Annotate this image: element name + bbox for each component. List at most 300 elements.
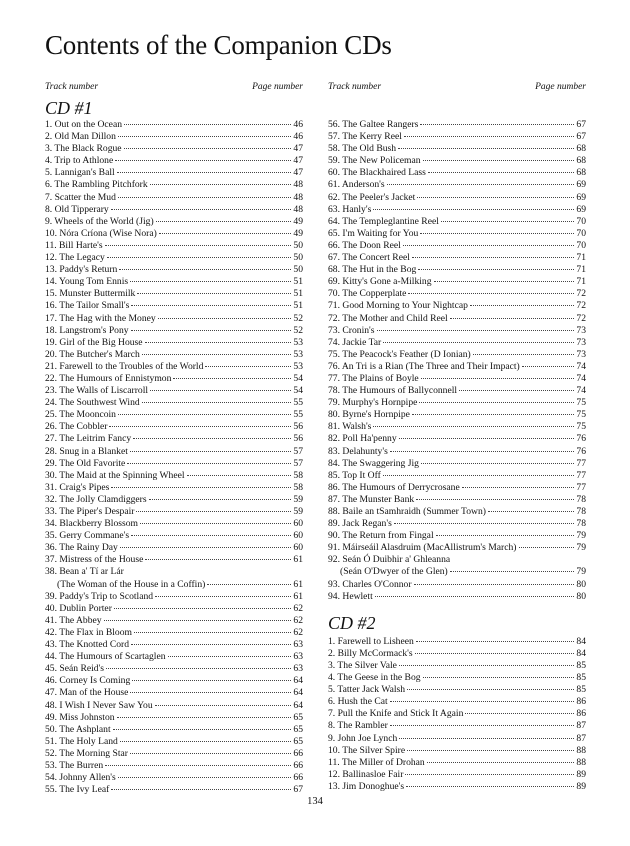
track-page-number: 76 [576,433,586,445]
track-title: 52. The Morning Star [45,747,128,759]
track-page-number: 87 [576,720,586,732]
track-entry [45,591,303,603]
track-page-number: 67 [576,131,586,143]
track-page-number: 69 [576,179,586,191]
track-title: 76. An Tri is a Rian (The Three and Their Impact) [328,360,520,372]
dot-leader [399,665,574,666]
track-page-number: 47 [293,143,303,155]
track-entry [45,687,303,699]
track-page-number: 67 [293,784,303,796]
track-title: 54. Johnny Allen's [45,772,116,784]
track-title: 60. The Blackhaired Lass [328,167,426,179]
track-title: 91. Máirseáil Alasdruim (MacAllistrum's March) [328,542,517,554]
dot-leader [118,777,292,778]
track-entry [328,660,586,672]
track-title: 83. Delahunty's [328,445,388,457]
track-page-number: 57 [293,445,303,457]
track-entry [328,349,586,361]
dot-leader [405,774,574,775]
track-page-number: 48 [293,179,303,191]
dot-leader [383,342,574,343]
track-page-number: 89 [576,780,586,792]
track-page-number: 59 [293,493,303,505]
track-title: 10. Nóra Críona (Wise Nora) [45,227,157,239]
track-page-number: 59 [293,506,303,517]
dot-leader [398,148,574,149]
track-entry [45,337,303,349]
track-page-number: 58 [293,481,303,493]
track-entry [45,446,303,458]
track-page-number: 79 [576,530,586,542]
track-page-number: 71 [576,252,586,264]
track-title: 66. The Doon Reel [328,239,401,251]
track-title: 26. The Cobbler [45,421,108,433]
track-title: 19. Girl of the Big House [45,336,143,348]
track-page-number: 74 [576,372,586,384]
track-entry [328,720,586,732]
track-page-number: 68 [576,143,586,155]
track-page-number: 55 [293,397,303,409]
track-title: 39. Paddy's Trip to Scotland [45,590,154,602]
track-entry [45,627,303,639]
track-page-number: 68 [576,167,586,179]
track-title: 44. The Humours of Scartaglen [45,651,166,663]
dot-leader [131,644,291,645]
dot-leader [415,653,575,654]
dot-leader [131,535,291,536]
track-title: 94. Hewlett [328,590,373,602]
track-entry [45,240,303,252]
dot-leader [117,172,292,173]
dot-leader [155,596,291,597]
dot-leader [408,293,574,294]
dot-leader [419,402,574,403]
track-page-number: 52 [293,312,303,324]
dot-leader [131,305,291,306]
track-title: 38. Bean a' Tí ar Lár [45,566,124,578]
track-title: 78. The Humours of Ballyconnell [328,385,458,397]
dot-leader [412,414,574,415]
track-page-number: 86 [576,708,586,720]
track-title: 92. Seán Ó Duibhir a' Ghleanna [328,554,451,566]
dot-leader [136,511,291,512]
track-entry [45,276,303,288]
dot-leader [115,160,291,161]
dot-leader [470,305,574,306]
cd1-heading: CD #1 [45,98,93,118]
track-title: 70. The Copperplate [328,288,407,300]
track-title: 2. Old Man Dillon [45,131,116,143]
track-entry [45,361,303,373]
track-page-number: 56 [293,421,303,433]
track-title: 75. The Peacock's Feather (D Ionian) [328,348,471,360]
track-entry [45,167,303,179]
track-entry [328,167,586,179]
dot-leader [418,269,574,270]
dot-leader [450,318,575,319]
track-title: 12. Ballinasloe Fair [328,768,404,780]
track-page-number: 70 [576,239,586,251]
dot-leader [118,136,292,137]
track-page-number: 54 [293,372,303,384]
track-entry [45,325,303,337]
track-entry [328,179,586,191]
track-page-number: 73 [576,348,586,360]
track-page-number: 55 [293,409,303,421]
track-entry [328,769,586,781]
dot-leader [142,354,292,355]
dot-leader [407,750,574,751]
track-page-number: 71 [576,276,586,288]
track-page-number: 70 [576,215,586,227]
track-page-number: 51 [293,300,303,312]
track-title: 89. Jack Regan's [328,518,392,530]
track-page-number: 61 [293,554,303,566]
track-page-number: 66 [293,747,303,759]
track-title: 5. Tatter Jack Walsh [328,684,406,696]
track-title: 2. Billy McCormack's [328,647,413,659]
track-title: 50. The Ashplant [45,723,111,735]
track-title: (The Woman of the House in a Coffin) [57,578,206,590]
track-title: 21. Farewell to the Troubles of the World [45,360,204,372]
track-page-number: 72 [576,288,586,300]
dot-leader [207,584,291,585]
track-entry [45,143,303,155]
track-title: 48. I Wish I Never Saw You [45,699,153,711]
track-page-number: 73 [576,336,586,348]
track-entry [45,216,303,228]
dot-leader [111,209,292,210]
dot-leader [120,547,292,548]
track-page-number: 54 [293,385,303,397]
track-title: 90. The Return from Fingal [328,530,434,542]
track-title: 13. Jim Donoghue's [328,780,405,792]
track-entry [328,554,586,566]
track-entry [45,252,303,264]
dot-leader [205,366,291,367]
dot-leader [406,786,574,787]
track-entry [45,192,303,204]
dot-leader [158,318,292,319]
dot-leader [113,729,292,730]
track-page-number: 56 [293,433,303,445]
track-entry [45,470,303,482]
track-title: 12. The Legacy [45,252,105,264]
track-entry [45,760,303,772]
track-entry [45,264,303,276]
track-entry [45,458,303,470]
track-entry [45,542,303,554]
track-title: 80. Byrne's Hornpipe [328,409,410,421]
track-title: 32. The Jolly Clamdiggers [45,493,147,505]
dot-leader [441,221,575,222]
track-entry [45,724,303,736]
track-number-header: Track number [45,82,99,92]
track-title: 40. Dublin Porter [45,602,112,614]
track-title: 64. The Templeglantine Reel [328,215,439,227]
dot-leader [168,656,292,657]
track-page-number: 80 [576,590,586,602]
dot-leader [142,402,292,403]
track-title: 25. The Mooncoin [45,409,116,421]
track-title: 55. The Ivy Leaf [45,784,110,796]
track-page-number: 84 [576,635,586,647]
dot-leader [109,426,291,427]
track-title: 58. The Old Bush [328,143,397,155]
track-entry [45,482,303,494]
track-title: 73. Cronin's [328,324,375,336]
track-page-number: 64 [293,687,303,699]
track-page-number: 47 [293,155,303,167]
track-title: 7. Scatter the Mud [45,191,116,203]
track-page-number: 78 [576,506,586,517]
track-title: 41. The Abbey [45,614,102,626]
track-entry [328,708,586,720]
track-page-number: 71 [576,264,586,276]
track-number-header: Track number [328,82,382,92]
dot-leader [399,438,575,439]
track-title: 20. The Butcher's March [45,348,140,360]
track-entry [45,651,303,663]
track-entry [45,204,303,216]
dot-leader [187,475,292,476]
track-title: 87. The Munster Bank [328,493,415,505]
track-title: 8. The Rambler [328,720,388,732]
track-page-number: 60 [293,518,303,530]
track-entry [45,675,303,687]
track-entry [45,288,303,300]
track-page-number: 74 [576,385,586,397]
track-entry [45,409,303,421]
track-entry [328,518,586,530]
track-page-number: 85 [576,672,586,684]
track-page-number: 50 [293,264,303,276]
dot-leader [130,281,291,282]
track-page-number: 67 [576,119,586,130]
track-title: 68. The Hut in the Bog [328,264,417,276]
dot-leader [459,390,574,391]
track-title: 43. The Knotted Cord [45,639,130,651]
dot-leader [124,148,292,149]
track-entry [328,397,586,409]
track-title: 45. Seán Reid's [45,663,105,675]
dot-leader [390,725,575,726]
track-entry [328,276,586,288]
dot-leader [465,713,574,714]
track-title: 31. Craig's Pipes [45,481,110,493]
track-entry [328,155,586,167]
track-title: 8. Old Tipperary [45,203,109,215]
dot-leader [436,535,575,536]
track-page-number: 46 [293,131,303,143]
track-title: (Seán O'Dwyer of the Glen) [340,566,448,578]
track-entry [45,712,303,724]
track-entry [45,385,303,397]
track-entry [45,579,303,591]
track-title: 1. Farewell to Lisheen [328,635,414,647]
track-entry [45,530,303,542]
track-page-number: 77 [576,469,586,481]
track-page-number: 84 [576,647,586,659]
dot-leader [156,221,292,222]
track-page-number: 53 [293,360,303,372]
contents-column-left [45,80,303,796]
track-page-number: 79 [576,542,586,554]
track-entry [328,446,586,458]
track-title: 17. The Hag with the Money [45,312,156,324]
track-title: 69. Kitty's Gone a-Milking [328,276,432,288]
track-entry [45,421,303,433]
track-title: 3. The Silver Vale [328,659,397,671]
track-entry [328,506,586,518]
dot-leader [124,124,291,125]
track-title: 14. Young Tom Ennis [45,276,129,288]
track-entry [328,458,586,470]
dot-leader [423,160,575,161]
track-entry [328,733,586,745]
track-page-number: 62 [293,626,303,638]
track-page-number: 78 [576,493,586,505]
track-title: 29. The Old Favorite [45,457,126,469]
track-page-number: 78 [576,518,586,530]
dot-leader [130,692,291,693]
track-entry [45,373,303,385]
track-entry [45,603,303,615]
track-title: 33. The Piper's Despair [45,506,135,517]
track-title: 42. The Flax in Bloom [45,626,132,638]
dot-leader [390,451,575,452]
track-page-number: 68 [576,155,586,167]
track-entry [45,663,303,675]
track-entry [328,745,586,757]
track-entry [328,781,586,793]
dot-leader [427,762,575,763]
track-title: 37. Mistress of the House [45,554,144,566]
dot-leader [416,499,574,500]
dot-leader [159,233,292,234]
track-entry [45,228,303,240]
track-page-number: 70 [576,227,586,239]
track-title: 79. Murphy's Hornpipe [328,397,418,409]
dot-leader [134,632,291,633]
dot-leader [106,668,291,669]
track-page-number: 51 [293,276,303,288]
dot-leader [118,414,291,415]
track-title: 18. Langstrom's Pony [45,324,129,336]
track-entry [328,542,586,554]
track-title: 16. The Tailor Small's [45,300,130,312]
track-title: 22. The Humours of Ennistymon [45,372,172,384]
track-title: 49. Miss Johnston [45,711,115,723]
track-title: 81. Walsh's [328,421,372,433]
track-entry [45,700,303,712]
track-title: 1. Out on the Ocean [45,119,122,130]
track-title: 84. The Swaggering Jig [328,457,419,469]
track-page-number: 72 [576,300,586,312]
track-page-number: 49 [293,215,303,227]
dot-leader [407,689,574,690]
dot-leader [414,584,575,585]
dot-leader [421,378,575,379]
dot-leader [150,390,291,391]
track-page-number: 76 [576,445,586,457]
track-entry [45,397,303,409]
track-page-number: 64 [293,675,303,687]
dot-leader [132,680,291,681]
dot-leader [387,184,575,185]
dot-leader [120,741,292,742]
track-page-number: 46 [293,119,303,130]
track-page-number: 61 [293,578,303,590]
dot-leader [130,753,291,754]
track-title: 28. Snug in a Blanket [45,445,128,457]
track-title: 34. Blackberry Blossom [45,518,138,530]
dot-leader [118,197,292,198]
track-entry [328,566,586,578]
dot-leader [373,426,574,427]
track-entry [328,648,586,660]
dot-leader [130,451,292,452]
track-title: 7. Pull the Knife and Stick It Again [328,708,464,720]
dot-leader [104,620,292,621]
dot-leader [145,559,291,560]
track-page-number: 61 [293,590,303,602]
page-number-header: Page number [252,82,303,92]
track-entry [45,349,303,361]
dot-leader [107,257,292,258]
track-entry [328,409,586,421]
track-title: 36. The Rainy Day [45,542,118,554]
track-entry [328,252,586,264]
track-page-number: 58 [293,469,303,481]
track-page-number: 72 [576,312,586,324]
track-entry [45,155,303,167]
track-entry [328,240,586,252]
track-page-number: 62 [293,602,303,614]
dot-leader [394,523,575,524]
cd1-track-list [45,119,303,796]
track-title: 93. Charles O'Connor [328,578,412,590]
track-title: 9. John Joe Lynch [328,732,398,744]
dot-leader [488,511,574,512]
dot-leader [173,378,291,379]
track-title: 6. The Rambling Pitchfork [45,179,148,191]
dot-leader [428,172,575,173]
dot-leader [140,523,291,524]
track-title: 72. The Mother and Child Reel [328,312,448,324]
cd2-heading: CD #2 [328,612,376,633]
track-entry [328,131,586,143]
track-title: 56. The Galtee Rangers [328,119,419,130]
track-page-number: 64 [293,699,303,711]
track-entry [328,530,586,542]
track-entry [328,579,586,591]
track-entry [45,736,303,748]
page-title: Contents of the Companion CDs [45,30,392,60]
track-entry [328,373,586,385]
track-title: 4. The Geese in the Bog [328,672,421,684]
track-title: 23. The Walls of Liscarroll [45,385,149,397]
dot-leader [145,342,292,343]
dot-leader [390,701,575,702]
track-title: 9. Wheels of the World (Jig) [45,215,154,227]
track-title: 24. The Southwest Wind [45,397,140,409]
track-page-number: 69 [576,203,586,215]
cd2-track-list [328,636,586,793]
track-entry [328,421,586,433]
track-title: 62. The Peeler's Jacket [328,191,416,203]
track-title: 13. Paddy's Return [45,264,118,276]
